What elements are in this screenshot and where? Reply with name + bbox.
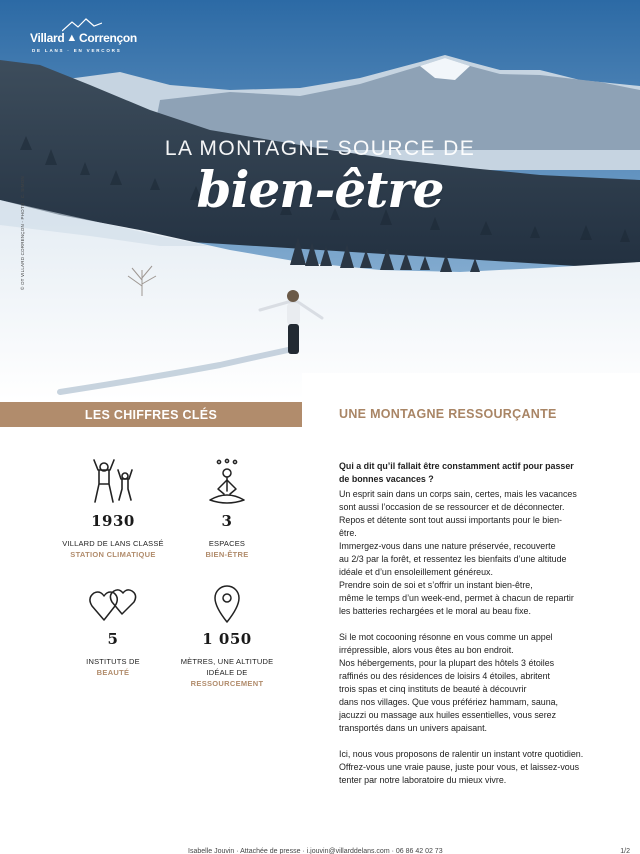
hero-title: LA MONTAGNE SOURCE DE [164, 137, 476, 160]
hero-photo [0, 0, 640, 400]
text-line: Immergez-vous dans une nature préservée, recouverte [339, 541, 556, 551]
stat-highlight: BIEN-ÊTRE [205, 550, 249, 559]
text-line: Un esprit sain dans un corps sain, certes, mais les vacances [339, 489, 577, 499]
key-figures-band [0, 402, 302, 427]
villard-correncon-logo [30, 18, 140, 58]
text-line: sont aussi l’occasion de se ressourcer et de déconnecter. [339, 502, 565, 512]
text-line: dans nos villages. Que vous préfériez hammam, sauna, [339, 697, 559, 707]
paragraph-3 [339, 748, 589, 787]
mountain-logo-icon [62, 18, 102, 32]
stat-1050 [152, 584, 302, 689]
text-line: transportés dans un univers apaisant. [339, 723, 488, 733]
page-number: 1/2 [620, 848, 630, 854]
text-line: jacuzzi ou massage aux huiles essentielles, vous serez [339, 710, 557, 720]
stat-label-2: IDÉALE DE [206, 668, 248, 677]
lead-line: Qui a dit qu’il fallait être constamment actif pour passer [339, 461, 574, 471]
text-line: Prendre soin de soi et s’offrir un instant bien-être, [339, 580, 533, 590]
text-line: au 2/3 par la forêt, et ressentez les bienfaits d’une altitude [339, 554, 567, 564]
lead-line: de bonnes vacances ? [339, 474, 434, 484]
text-line: être. [339, 528, 357, 538]
photo-corner-cut [302, 373, 640, 400]
stat-highlight: STATION CLIMATIQUE [70, 550, 156, 559]
stat-label: INSTITUTS DE [86, 657, 140, 666]
logo-name-right: Corrençon [78, 31, 137, 45]
text-line: Si le mot cocooning résonne en vous comme un appel [339, 632, 553, 642]
stat-number: 1930 [91, 512, 135, 530]
text-line: idéale et d’un ensoleillement généreux. [339, 567, 493, 577]
stat-highlight: RESSOURCEMENT [190, 679, 264, 688]
paragraph-2 [339, 631, 589, 735]
press-contact: Isabelle Jouvin · Attachée de presse · i.jouvin@villarddelans.com · 06 86 42 02 73 [188, 848, 443, 854]
hero-script-title: bien-être [196, 160, 444, 219]
stat-label: MÈTRES, UNE ALTITUDE [180, 657, 274, 666]
photo-credit: © OT VILLARD CORRENÇON - PHOTO : C. SIMON [20, 176, 25, 290]
paragraph-1 [339, 488, 589, 618]
two-hearts-icon [88, 584, 138, 624]
people-celebrating-icon [88, 458, 138, 506]
logo-tagline: DE LANS · EN VERCORS [32, 48, 122, 53]
text-line: trois spas et cinq instituts de beauté à découvrir [339, 684, 527, 694]
text-line: Nos hébergements, pour la plupart des hôtels 3 étoiles [339, 658, 555, 668]
stat-number: 3 [221, 512, 233, 530]
text-line: irrépressible, alors vous êtes au bon endroit. [339, 645, 514, 655]
meditation-icon [202, 458, 252, 506]
location-pin-icon [202, 584, 252, 624]
article-heading: UNE MONTAGNE RESSOURÇANTE [339, 407, 557, 421]
text-line: même le temps d’un week-end, permet à chacun de repartir [339, 593, 574, 603]
logo-name-left: Villard [30, 31, 65, 45]
text-line: Ici, nous vous proposons de ralentir un instant votre quotidien. [339, 749, 584, 759]
stat-number: 1 050 [202, 630, 252, 648]
stat-3 [152, 458, 302, 560]
stat-number: 5 [107, 630, 119, 648]
stat-label: ESPACES [208, 539, 246, 548]
stat-highlight: BEAUTÉ [96, 668, 130, 677]
text-line: raffinés ou des résidences de loisirs 4 étoiles, abritent [339, 671, 550, 681]
article-lead [339, 460, 589, 486]
key-figures-heading: LES CHIFFRES CLÉS [84, 407, 218, 422]
fir-tree-icon: ▲ [66, 32, 77, 44]
stat-label: VILLARD DE LANS CLASSÉ [62, 539, 164, 548]
text-line: Offrez-vous une vraie pause, juste pour vous, et laissez-vous [339, 762, 580, 772]
text-line: Repos et détente sont tout aussi importants pour le bien- [339, 515, 562, 525]
text-line: tenter par notre laboratoire du mieux vivre. [339, 775, 507, 785]
text-line: les batteries rechargées et le moral au beau fixe. [339, 606, 531, 616]
article-body [339, 460, 589, 787]
